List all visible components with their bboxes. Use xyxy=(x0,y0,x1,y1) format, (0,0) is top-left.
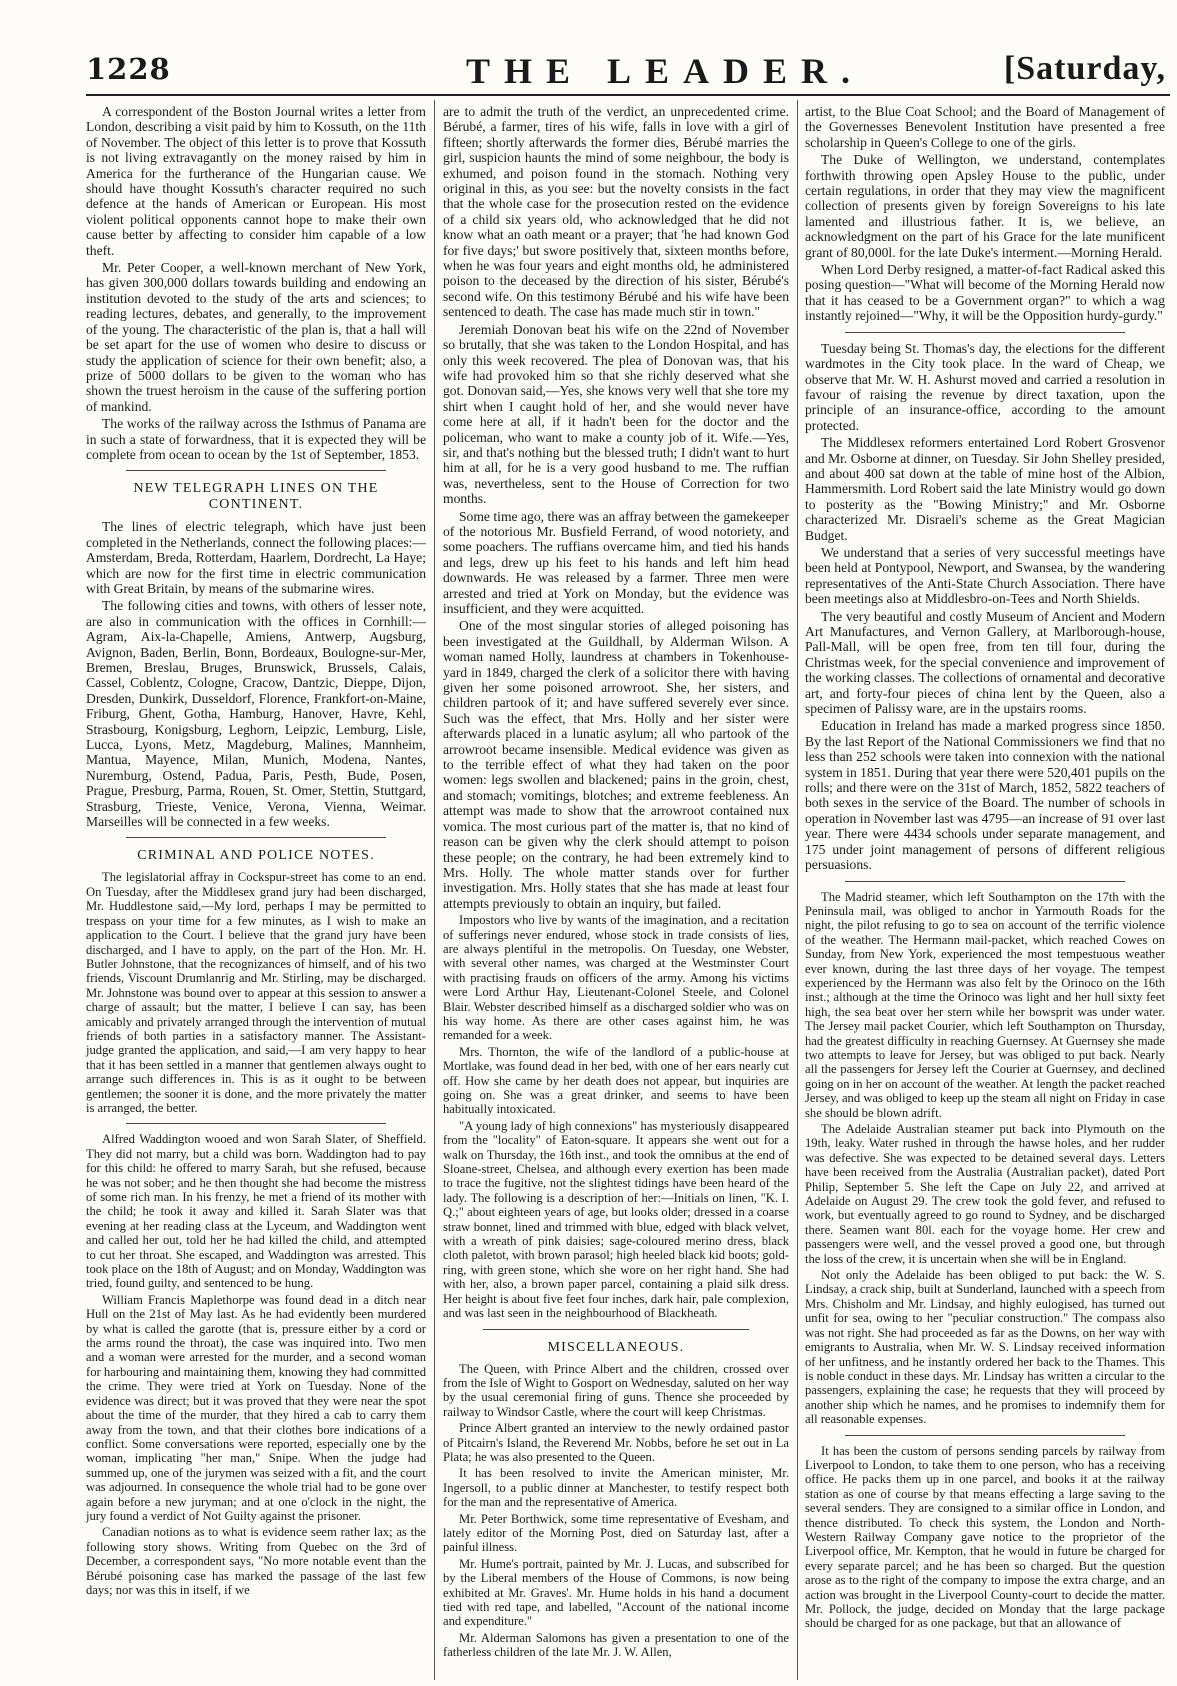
article-paragraph: Not only the Adelaide has been obliged to put back: the W. S. Lindsay, a crack ship, built at Sunderland, launched with a speech from Mrs. Chisholm and Mr. Lindsay, and highly eulogised, has turned out unfit for sea, owing to her "peculiar construction." The compass also was not right. She had proceeded as far as the Downs, on her way with emigrants to Australia, when Mr. W. S. Lindsay received information of her unfitness, and he instantly ordered her back to the Thames. This is noble conduct in these days. Mr. Lindsay has written a circular to the passengers, explaining the case; he requests that they will proceed by another ship which he names, and he promises to indemnify them for all reasonable expenses. xyxy=(805,1268,1165,1427)
article-paragraph: The Madrid steamer, which left Southampton on the 17th with the Peninsula mail, was obliged to anchor in Yarmouth Roads for the night, the pilot refusing to go to sea on account of the terrific violence of the weather. The Hermann mail-packet, which reached Cowes on Sunday, from New York, experienced the most tempestuous weather ever known, during the last three days of her voyage. The tempest experienced by the Hermann was also felt by the Orinoco on the 16th inst.; although at the time the Orinoco was light and her hull sixty feet high, the sea beat over her stern while her bowsprit was under water. The Jersey mail packet Courier, which left Southampton on Thursday, had the greatest difficulty in reaching Guernsey. At Guernsey she made two attempts to leave for Jersey, but was obliged to put back. Nearly all the passengers for Jersey left the Courier at Guernsey, and declined going on in her on account of the weather. At length the packet reached Jersey, and was obliged to keep up the steam all night on Friday in case she should be blown adrift. xyxy=(805,889,1165,1120)
section-divider xyxy=(845,881,1125,882)
article-paragraph: One of the most singular stories of alleged poisoning has been investigated at the Guildhall, by Alderman Wilson. A woman named Holly, laundress at chambers in Tokenhouse-yard in 1849, charged the clerk of a solicitor there with having given her some poisoned arrowroot. She, her sisters, and children partook of it; and have suffered severely ever since. Such was the effect, that Mrs. Holly and her sister were afterwards placed in a lunatic asylum; all who partook of the arrowroot became insensible. Medical evidence was given as to the terrible effect of what they had taken on the poor women: legs swollen and blackened; pains in the groin, chest, and stomach; vomitings, blotches; and extreme feebleness. An attempt was made to show that the arrowroot contained nux vomica. The most curious part of the matter is, that no kind of reason can be given why the clerk should attempt to poison these people; on the contrary, he had been extremely kind to Mrs. Holly. The whole matter stands over for further investigation. Mrs. Holly states that she has made at least four attempts previously to obtain an inquiry, but failed. xyxy=(443,618,789,911)
article-paragraph: Mrs. Thornton, the wife of the landlord of a public-house at Mortlake, was found dead in her bed, with one of her ears nearly cut off. How she came by her death does not appear, but inquiries are going on. She was a great drinker, and seems to have been habitually intoxicated. xyxy=(443,1044,789,1117)
column-2 xyxy=(443,104,789,1662)
article-paragraph: The lines of electric telegraph, which have just been completed in the Netherlands, connect the following places:— Amsterdam, Breda, Rotterdam, Haarlem, Dordrecht, La Haye; which are now for the first time in electric communication with Great Britain, by means of the submarine wires. xyxy=(86,519,426,596)
article-paragraph: The Queen, with Prince Albert and the children, crossed over from the Isle of Wight to Gosport on Wednesday, saluted on her way by the usual ceremonial firing of guns. Thence she proceeded by railway to Windsor Castle, where the court will keep Christmas. xyxy=(443,1361,789,1419)
article-paragraph: The Duke of Wellington, we understand, contemplates forthwith throwing open Apsley House to the public, under certain regulations, in order that they may view the magnificent collection of presents given by foreign Sovereigns to his late lamented and illustrious father. It is, we believe, an acknowledgment on the part of his Grace for the late munificent grant of 80,000l. for the late Duke's interment.—Morning Herald. xyxy=(805,152,1165,260)
section-divider xyxy=(126,1123,386,1124)
article-paragraph: We understand that a series of very successful meetings have been held at Pontypool, Newport, and Swansea, by the wandering representatives of the Anti-State Church Association. There have been meetings also at Middlesbro-on-Tees and North Shields. xyxy=(805,544,1165,607)
article-paragraph: Some time ago, there was an affray between the gamekeeper of the notorious Mr. Busfield Ferrand, of wood notoriety, and some poachers. The ruffians overcame him, and tied his hands and legs, drew up his feet to his hands and left him head downwards. He was released by a farmer. Three men were arrested and tried at York on Monday, but the evidence was insufficient, and they were acquitted. xyxy=(443,508,789,616)
article-paragraph: Mr. Alderman Salomons has given a presentation to one of the fatherless children of the late Mr. J. W. Allen, xyxy=(443,1630,789,1660)
article-paragraph: Jeremiah Donovan beat his wife on the 22nd of November so brutally, that she was taken to the London Hospital, and has only this week recovered. The plea of Donovan was, that his wife had provoked him so that she richly deserved what she got. Donovan said,—Yes, she knows very well that she tore my shirt when I caught hold of her, and she would never have come here at all, if it hadn't been for the doctor and the policeman, who want to make a county job of it. Wife.—Yes, sir, and that's nothing but the blessed truth; I didn't want to hurt him at all, for he is a very good husband to me. The ruffian was, nevertheless, sent to the House of Correction for two months. xyxy=(443,321,789,507)
article-paragraph: A correspondent of the Boston Journal writes a letter from London, describing a visit paid by him to Kossuth, on the 11th of November. The object of this letter is to prove that Kossuth is not living extravagantly on the money raised by him in America for the furtherance of the Hungarian cause. We should have thought Kossuth's character required no such defence at the hands of American or European. His most violent political opponents cannot hope to make their own cause better by affecting to consider him capable of a low theft. xyxy=(86,104,426,258)
column-3 xyxy=(805,104,1165,1633)
section-divider xyxy=(126,837,386,838)
masthead xyxy=(86,48,1166,96)
article-paragraph: are to admit the truth of the verdict, an unprecedented crime. Bérubé, a farmer, tires of his wife, falls in love with a girl of fifteen; shortly afterwards the former dies, Bérubé marries the girl, suspicion haunts the mind of some neighbour, the body is exhumed, and poison found in the stomach. Nothing very original in this, as you see: but the novelty consists in the fact that the whole case for the prosecution rested on the evidence of a child six years old, who acknowledged that he did not know what an oath meant or a prayer; that 'he had known God for five days;' but swore positively that, sixteen months before, when he was four years and eight months old, he administered poison to the deceased by the direction of his sister, Bérubé's second wife. On this testimony Bérubé and his wife have been sentenced to death. The case has made much stir in town." xyxy=(443,104,789,320)
article-paragraph: Prince Albert granted an interview to the newly ordained pastor of Pitcairn's Island, the Reverend Mr. Nobbs, before he set out in La Plata; he was also presented to the Queen. xyxy=(443,1421,789,1464)
article-paragraph: It has been the custom of persons sending parcels by railway from Liverpool to London, to take them to one person, who has a receiving office. He packs them up in one parcel, and books it at the railway station as one of course by that means effecting a large saving to the several senders. They are consigned to a similar office in London, and thence distributed. To check this system, the London and North-Western Railway Company gave notice to the proprietor of the Liverpool office, Mr. Kempton, that he would in future be charged for every separate parcel; and he has been so charged. But the question arose as to the right of the company to impose the extra charge, and an action was brought in the Liverpool County-court to decide the matter. Mr. Pollock, the judge, decided on Monday that the large package should be charged for as one package, but that an allowance of xyxy=(805,1443,1165,1631)
article-paragraph: artist, to the Blue Coat School; and the Board of Management of the Governesses Benevolent Institution have presented a free scholarship in Queen's College to one of the girls. xyxy=(805,104,1165,150)
article-paragraph: Mr. Peter Cooper, a well-known merchant of New York, has given 300,000 dollars towards building and endowing an institution devoted to the study of the arts and sciences; to reading lectures, debates, and generally, to the improvement of the young. The characteristic of the plan is, that a hall will be set apart for the use of women who desire to discuss or study the application of science for their own benefit; also, a prize of 5000 dollars to be given to the woman who has shown the truest heroism in the cause of the suffering portion of mankind. xyxy=(86,260,426,414)
article-paragraph: Mr. Peter Borthwick, some time representative of Evesham, and lately editor of the Morning Post, died on Saturday last, after a painful illness. xyxy=(443,1511,789,1555)
article-paragraph: "A young lady of high connexions" has mysteriously disappeared from the "locality" of Eaton-square. It appears she went out for a walk on Thursday, the 16th inst., and took the omnibus at the end of Sloane-street, Chelsea, and although every exertion has been made to trace the fugitive, not the slightest tidings have been heard of the lady. The following is a description of her:—Initials on linen, "K. I. Q.;" about eighteen years of age, but looks older; dressed in a coarse straw bonnet, lined and trimmed with blue, edged with black velvet, with a wreath of pink daisies; sage-coloured merino dress, black cloth paletot, with brown parasol; high heeled black kid boots; gold-ring, with green stone, which she wore on her right hand. She had with her, also, a brown paper parcel, containing a plaid silk dress. Her height is about five feet four inches, dark hair, pale complexion, and was last seen in the neighbourhood of Blackheath. xyxy=(443,1118,789,1321)
newspaper-title: THE LEADER. xyxy=(466,51,865,91)
article-paragraph: It has been resolved to invite the American minister, Mr. Ingersoll, to a public dinner at Manchester, to testify respect both for the man and the representative of America. xyxy=(443,1466,789,1510)
section-divider xyxy=(845,332,1125,333)
issue-day: [Saturday, xyxy=(1003,50,1166,87)
article-paragraph: The Middlesex reformers entertained Lord Robert Grosvenor and Mr. Osborne at dinner, on Tuesday. Sir John Shelley presided, and about 400 sat down at the table of mine host of the Albion, Hammersmith. Lord Robert said the late Ministry would go down to posterity as the "Bowing Ministry;" and Mr. Osborne characterized Mr. Disraeli's scheme as the Great Magician Budget. xyxy=(805,435,1165,543)
article-paragraph: The very beautiful and costly Museum of Ancient and Modern Art Manufactures, and Vernon Gallery, at Marlborough-house, Pall-Mall, will be open free, from ten till four, during the Christmas week, for the special convenience and improvement of the working classes. The collections of ornamental and decorative art, and forty-four pieces of china lent by the Queen, also a specimen of Palissy ware, are in the upstairs rooms. xyxy=(805,608,1165,717)
article-paragraph: Mr. Hume's portrait, painted by Mr. J. Lucas, and subscribed for by the Liberal members of the House of Commons, is now being exhibited at Mr. Graves'. Mr. Hume holds in his hand a document tied with red tape, and labelled, "Account of the national income and expenditure." xyxy=(443,1556,789,1629)
section-divider xyxy=(845,1435,1125,1436)
column-1 xyxy=(86,104,426,1599)
article-paragraph: The legislatorial affray in Cockspur-street has come to an end. On Tuesday, after the Middlesex grand jury had been discharged, Mr. Huddlestone said,—My lord, perhaps I may be permitted to trespass on your time for a few minutes, as I wish to make an application to the Court. I believe that the grand jury have been discharged, and I have to apply, on the part of the Hon. Mr. H. Butler Johnstone, that the recognizances of himself, and of his two friends, Viscount Drumlanrig and Mr. Stirling, may be discharged. Mr. Johnstone was bound over to appear at this session to answer a charge of assault; but the matter, I believe I can say, has been amicably and privately arranged through the intervention of mutual friends of both parties in a satisfactory manner. The Assistant-judge granted the application, and said,—I am very happy to hear that it has been settled in a manner that gentlemen always ought to arrange such differences in. This is as it ought to be between gentlemen; the sooner it is done, and the more privately the matter is arranged, the better. xyxy=(86,870,426,1115)
article-paragraph: The following cities and towns, with others of lesser note, are also in communication with the offices in Cornhill:—Agram, Aix-la-Chapelle, Amiens, Antwerp, Augsburg, Avignon, Baden, Berlin, Bonn, Bordeaux, Boulogne-sur-Mer, Bremen, Breslau, Bruges, Brunswick, Brussels, Calais, Cassel, Coblentz, Cologne, Cracow, Dantzic, Dieppe, Dijon, Dresden, Dunkirk, Dusseldorf, Florence, Frankfort-on-Maine, Friburg, Ghent, Gotha, Hamburg, Hanover, Havre, Kehl, Strasbourg, Konigsburg, Leghorn, Leipzic, Lemburg, Lisle, Lucca, Lyons, Metz, Magdeburg, Malines, Mannheim, Mantua, Mayence, Milan, Munich, Modena, Nantes, Nuremburg, Ostend, Padua, Paris, Pesth, Bude, Posen, Prague, Presburg, Parma, Rouen, St. Omer, Stettin, Stuttgard, Strasburg, Trieste, Venice, Verona, Vienna, Weimar. Marseilles will be connected in a few weeks. xyxy=(86,598,426,830)
article-paragraph: William Francis Maplethorpe was found dead in a ditch near Hull on the 21st of May last. As he had evidently been murdered by what is called the garotte (that is, pressure either by a cord or the arms round the throat), the case was inquired into. Two men and a woman were arrested for the murder, and a second woman for harbouring and maintaining them, knowing they had committed the crime. They were tried at York on Tuesday. None of the evidence was direct; but it was proved that they were near the spot about the time of the murder, that they hired a cab to carry them away from the town, and that their clothes bore indications of a conflict. Some conversations were reported, especially one by the woman, implicating "her man," Snipe. When the judge had summed up, one of the jurymen was seized with a fit, and the court was adjourned. In consequence the whole trial had to be gone over again before a new juryman; and at one o'clock in the night, the jury found a verdict of Not Guilty against the prisoner. xyxy=(86,1292,426,1523)
article-paragraph: Tuesday being St. Thomas's day, the elections for the different wardmotes in the City took place. In the ward of Cheap, we observe that Mr. W. H. Ashurst moved and carried a resolution in favour of raising the revenue by direct taxation, upon the principle of an insurance-office, according to the amount protected. xyxy=(805,340,1165,433)
page-number: 1228 xyxy=(86,52,171,86)
masthead-rule xyxy=(86,94,1170,96)
article-paragraph: Education in Ireland has made a marked progress since 1850. By the last Report of the National Commissioners we find that no less than 252 schools were taken into connexion with the national system in 1851. During that year there were 520,401 pupils on the rolls; and there were on the 31st of March, 1852, 5822 teachers of both sexes in the service of the Board. The number of schools in operation in November last was 4795—an increase of 91 over last year. There were 4434 schools under separate management, and 175 under joint management of persons of different religious persuasions. xyxy=(805,718,1165,873)
section-heading: CRIMINAL AND POLICE NOTES. xyxy=(137,848,375,864)
article-paragraph: When Lord Derby resigned, a matter-of-fact Radical asked this posing question—"What will become of the Morning Herald now that it has ceased to be a Government organ?" to which a wag instantly rejoined—"Why, it will be the Opposition hurdy-gurdy." xyxy=(805,262,1165,324)
article-paragraph: The Adelaide Australian steamer put back into Plymouth on the 19th, leaky. Water rushed in through the hawse holes, and her rudder was defective. She was expected to be detained several days. Letters have been received from the Australia (Australian packet), dated Port Philip, September 5. She left the Cape on July 22, and arrived at Adelaide on August 29. The crew took the gold fever, and refused to work, but eventually agreed to go round to Sydney, and be discharged there. Seamen want 80l. each for the voyage home. Her crew and passengers were well, and the vessel proved a good one, but through the loss of the crew, it is uncertain when she will be in England. xyxy=(805,1122,1165,1266)
article-paragraph: Impostors who live by wants of the imagination, and a recitation of sufferings never endured, whose stock in trade consists of lies, are always plentiful in the metropolis. On Tuesday, one Webster, with several other names, was charged at the Westminster Court with practising frauds on officers of the army. Among his victims were Lord Arthur Hay, Lieutenant-Colonel Steele, and Colonel Blair. Webster described himself as a discharged soldier who was on his way home. As there are other cases against him, he was remanded for a week. xyxy=(443,913,789,1043)
section-divider xyxy=(483,1329,749,1330)
article-paragraph: The works of the railway across the Isthmus of Panama are in such a state of forwardness, that it is expected they will be complete from ocean to ocean by the 1st of September, 1853. xyxy=(86,416,426,462)
article-paragraph: Alfred Waddington wooed and won Sarah Slater, of Sheffield. They did not marry, but a child was born. Waddington had to pay for this child: he offered to marry Sarah, but she refused, because he was not sober; and he then thought she had become the mistress of some rich man. In his frenzy, he met a friend of its mother with the child; he took it away and killed it. Sarah Slater was that evening at her reading class at the Lyceum, and Waddington went and called her out, told her he had killed the child, and attempted to cut her throat. She escaped, and Waddington was arrested. This took place on the 18th of August; and on Monday, Waddington was tried, found guilty, and sentenced to be hung. xyxy=(86,1132,426,1291)
section-heading: NEW TELEGRAPH LINES ON THE CONTINENT. xyxy=(133,481,379,513)
column-rule-1 xyxy=(434,100,435,1680)
section-heading: MISCELLANEOUS. xyxy=(547,1339,685,1355)
section-divider xyxy=(126,470,386,471)
article-paragraph: Canadian notions as to what is evidence seem rather lax; as the following story shows. Writing from Quebec on the 3rd of December, a correspondent says, "No more notable event than the Bérubé poisoning case has marked the passage of the last few days; nor was this in itself, if we xyxy=(86,1525,426,1597)
column-rule-2 xyxy=(797,100,798,1680)
